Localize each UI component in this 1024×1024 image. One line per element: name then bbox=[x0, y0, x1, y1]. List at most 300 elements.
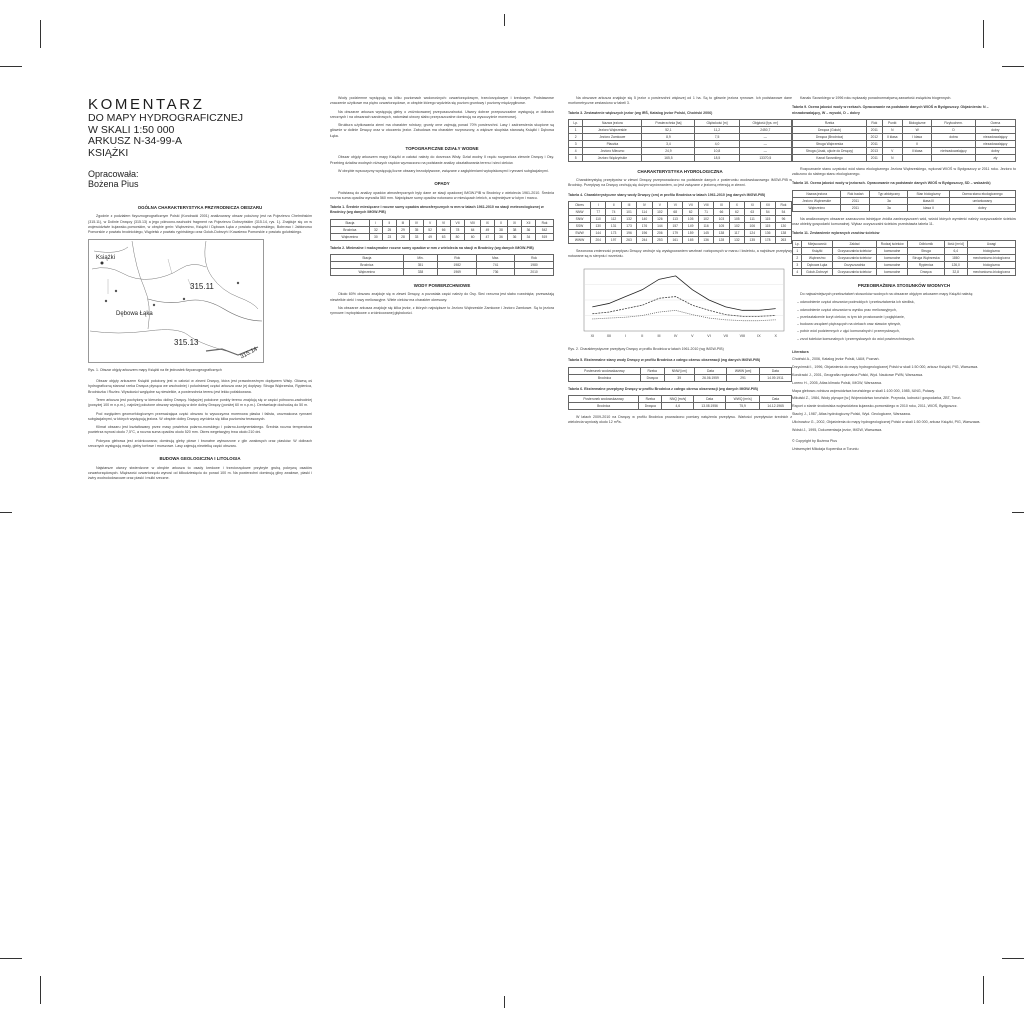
table-row bbox=[793, 254, 1016, 261]
lake-quality-table bbox=[792, 190, 1016, 212]
table-caption: Tabela 1. Średnie miesięczne i roczne sumy opadów atmosferycznych w mm w latach 1961-2010 na stacji meteorologicznej w Brodnicy (wg danych IMGW-PIB) bbox=[330, 205, 544, 215]
list-item: – odwodnienie części obszarów podmokłych i przekształcenia ich siedlisk, bbox=[797, 300, 915, 305]
table-cell: 3 bbox=[793, 261, 802, 268]
paragraph: Na obszarze arkusza znajduje się kilka jezior, z których największe to Jezioro Wąbrzeskie Zamkowe i Jezioro Zamkowe. Są to jeziora rynnowe i wytopiskowe o zróżnicowanej głębokości. bbox=[330, 305, 554, 316]
table-cell: Drwęca (Brodnica) bbox=[793, 133, 867, 140]
table-cell: 35 bbox=[410, 226, 424, 233]
table-cell: 34 bbox=[521, 233, 535, 240]
table-cell: 39 bbox=[664, 374, 694, 381]
table-row bbox=[793, 247, 1016, 254]
table-header-cell: WWW [cm] bbox=[727, 367, 760, 374]
table-cell: 165,5 bbox=[642, 154, 695, 161]
references-heading: Literatura bbox=[792, 350, 809, 355]
table-cell: dobry bbox=[949, 204, 1015, 211]
list-item: – przekształcenie koryt cieków, w tym ich prostowanie i pogłębianie, bbox=[797, 314, 905, 319]
table-cell: 71 bbox=[698, 209, 713, 216]
table-cell: 116 bbox=[698, 223, 713, 230]
reference-item: Kondracki J., 2001, Geografia regionalna Polski, Wyd. Naukowe PWN, Warszawa. bbox=[792, 372, 924, 377]
table-cell: 101 bbox=[621, 209, 636, 216]
table-cell: 105 bbox=[714, 223, 729, 230]
table-header-cell: Okres bbox=[569, 202, 591, 209]
map-region-label: 315.11 bbox=[190, 282, 214, 292]
table-cell: 173 bbox=[606, 230, 621, 237]
table-cell: 3a bbox=[870, 197, 908, 204]
table-cell: N bbox=[882, 154, 902, 161]
table-cell: 338 bbox=[403, 269, 438, 276]
table-cell: Brodnica bbox=[569, 374, 641, 381]
table-header-cell: Posterunek wodowskazowy bbox=[569, 395, 639, 402]
table-caption: Tabela 11. Zestawienie wybranych zrzutów ścieków bbox=[792, 231, 880, 236]
table-header-cell: I bbox=[369, 219, 383, 226]
table-cell: 13.08.1956 bbox=[694, 402, 726, 409]
table-cell: Wąbrzeźno bbox=[793, 204, 841, 211]
table-header-cell: VIII bbox=[698, 202, 713, 209]
table-cell: 130 bbox=[591, 223, 606, 230]
table-cell: 351 bbox=[403, 262, 438, 269]
table-header-cell: IV bbox=[410, 219, 424, 226]
title-line: DO MAPY HYDROGRAFICZNEJ bbox=[88, 112, 243, 124]
references-list bbox=[792, 357, 1016, 432]
table-header-cell: VIII bbox=[465, 219, 481, 226]
table-cell: 2450,7 bbox=[739, 126, 791, 133]
table-header-cell: Zakład bbox=[832, 240, 876, 247]
title-line: W SKALI 1:50 000 bbox=[88, 123, 175, 136]
list-item: – budowa urządzeń piętrzących na ciekach oraz stawów rybnych, bbox=[797, 322, 902, 327]
x-tick-label: IV bbox=[673, 333, 678, 338]
extreme-discharge-table bbox=[568, 395, 792, 410]
table-header-cell: Powierzchnia [ha] bbox=[642, 119, 695, 126]
table-header-cell: IV bbox=[637, 202, 652, 209]
table-header-cell: Typ abiotyczny bbox=[870, 190, 908, 197]
table-row bbox=[569, 147, 792, 154]
table-cell: klasa III bbox=[908, 197, 949, 204]
table-row bbox=[793, 154, 1016, 161]
table-header-cell: Objętość [tys. m³] bbox=[739, 119, 791, 126]
table-cell: 115 bbox=[760, 223, 775, 230]
table-header-cell: Biologiczne bbox=[902, 119, 932, 126]
table-cell: 106 bbox=[745, 223, 760, 230]
table-cell: 30 bbox=[369, 233, 383, 240]
author-name: Bożena Pius bbox=[88, 179, 139, 189]
table-caption: Tabela 10. Ocena jakości wody w jeziorach. Opracowanie na podstawie danych WIOŚ w Bydgoszczy, SD – wskaźnik) bbox=[792, 181, 991, 186]
precipitation-extremes-table bbox=[330, 254, 554, 276]
crop-mark bbox=[1012, 512, 1024, 513]
map-region-label: 315.14 bbox=[239, 346, 259, 361]
table-caption: Tabela 2. Minimalne i maksymalne roczne sumy opadów w mm z wielolecia na stacji w Brodnicy (wg danych IMGW-PIB) bbox=[330, 245, 534, 250]
table-cell: Wąbrzeźno bbox=[331, 269, 404, 276]
table-cell: — bbox=[739, 147, 791, 154]
table-cell: 10,8 bbox=[695, 147, 739, 154]
table-cell: 66 bbox=[714, 209, 729, 216]
table-header-cell: I bbox=[591, 202, 606, 209]
table-cell: 2011 bbox=[841, 197, 870, 204]
table-cell: 8,9 bbox=[642, 133, 695, 140]
table-cell: 263 bbox=[775, 237, 791, 244]
table-cell: 26.06.1959 bbox=[694, 374, 727, 381]
table-cell: Struga (Lisak, ujście do Drwęcy) bbox=[793, 147, 867, 154]
table-header-cell: Rodzaj ścieków bbox=[877, 240, 908, 247]
list-item: – odwodnienie części obszarów w wyniku prac melioracyjnych, bbox=[797, 307, 897, 312]
crop-mark bbox=[1002, 66, 1024, 67]
paragraph: Rozpoznanie stanu czystości wód stanu ekologicznego Jeziora Wąbrzeskiego, wykonał WIOŚ w Bydgoszczy w 2011 roku. Jezioro to zaliczono do słabego stanu ekologicznego. bbox=[792, 166, 1016, 177]
table-header-row bbox=[569, 367, 792, 374]
table-cell: Jezioro Wąbrzeskie bbox=[583, 126, 642, 133]
table-cell: II bbox=[902, 140, 932, 147]
table-cell: 7,5 bbox=[695, 133, 739, 140]
table-header-cell: Max. bbox=[477, 255, 515, 262]
table-row bbox=[793, 133, 1016, 140]
document-title: KOMENTARZ bbox=[88, 96, 205, 113]
table-cell: 4,6 bbox=[662, 402, 694, 409]
table-cell: I klasa bbox=[902, 133, 932, 140]
table-cell: 25 bbox=[383, 226, 397, 233]
table-row bbox=[331, 269, 554, 276]
table-cell bbox=[902, 154, 932, 161]
table-cell: 2011 bbox=[867, 140, 883, 147]
table-cell: V bbox=[882, 147, 902, 154]
table-header-cell: X bbox=[494, 219, 508, 226]
table-cell: 77 bbox=[591, 209, 606, 216]
table-header-cell: Ocena bbox=[975, 119, 1015, 126]
table-cell: zły bbox=[975, 154, 1015, 161]
table-header-cell: Data bbox=[760, 395, 792, 402]
table-caption: Tabela 6. Ekstremalne przepływy Drwęcy w profilu Brodnica z całego okresu obserwacji (wg danych IMGW-PIB) bbox=[568, 386, 758, 391]
column-3 bbox=[568, 96, 792, 428]
table-cell: dobra bbox=[932, 133, 975, 140]
table-cell: Wąbrzeźno bbox=[802, 254, 832, 261]
table-cell: 291 bbox=[727, 374, 760, 381]
table-header-cell: Rok bbox=[515, 255, 554, 262]
column-4 bbox=[792, 96, 1016, 454]
section-heading: PRZEOBRAŻENIA STOSUNKÓW WODNYCH bbox=[857, 282, 951, 288]
table-row bbox=[331, 226, 554, 233]
paragraph: Zgodnie z podziałem fizycznogeograficznym Polski (Kondracki 2001) analizowany obszar położony jest na Pojezierzu Chełmińskim (315.11), w Dolinie Drwęcy (315.13) a jego północno-wschodni fragment na Pojezierzu Dobrzyńskim (315.14, rys. 1). Znajduje się on w województwie kujawsko-pomorskim, w obrębie gmin: Wąbrzeźno, Książki i Dębowa Łąka z powiatu wąbrzeskiego, Bobrowo i Jabłonowo Pomorskie z powiatu brodnickiego, Wąpielsk z powiatu rypińskiego oraz Golub-Dobrzyń i Kowalewo Pomorskie z powiatu golubskiego. bbox=[88, 214, 312, 235]
table-row bbox=[569, 216, 792, 223]
x-tick-label: VIII bbox=[739, 333, 746, 338]
table-cell: 28 bbox=[396, 233, 410, 240]
table-cell: 96 bbox=[775, 216, 791, 223]
table-header-cell: Min. bbox=[403, 255, 438, 262]
table-cell: 244 bbox=[637, 237, 652, 244]
table-cell: 2011 bbox=[867, 154, 883, 161]
table-cell: Wąbrzeźno bbox=[331, 233, 370, 240]
precipitation-table bbox=[330, 219, 554, 241]
table-cell: niezadowalający bbox=[975, 133, 1015, 140]
table-cell: SWW bbox=[569, 230, 591, 237]
table-cell: D bbox=[932, 126, 975, 133]
table-header-row bbox=[569, 119, 792, 126]
table-cell bbox=[882, 140, 902, 147]
table-cell: 138 bbox=[714, 230, 729, 237]
table-cell: SSW bbox=[569, 223, 591, 230]
table-row bbox=[793, 268, 1016, 275]
table-row bbox=[569, 223, 792, 230]
crop-mark bbox=[504, 14, 505, 26]
table-cell: 2011 bbox=[867, 126, 883, 133]
table-cell: 4 bbox=[569, 147, 583, 154]
table-cell: 74 bbox=[606, 209, 621, 216]
map-label: Książki bbox=[96, 255, 116, 262]
column-2 bbox=[330, 96, 554, 320]
table-cell: 111 bbox=[745, 216, 760, 223]
table-header-cell: Stacja bbox=[331, 255, 404, 262]
table-cell: 47 bbox=[481, 233, 495, 240]
crop-mark bbox=[40, 976, 41, 1004]
table-cell: 64 bbox=[465, 226, 481, 233]
table-cell: 36 bbox=[508, 233, 522, 240]
table-cell: 36 bbox=[494, 233, 508, 240]
table-header-cell: X bbox=[729, 202, 744, 209]
table-cell: Drwęca bbox=[908, 268, 944, 275]
map-region-label: 315.13 bbox=[174, 338, 199, 348]
table-cell: komunalne bbox=[877, 247, 908, 254]
table-cell: 130 bbox=[775, 223, 791, 230]
table-cell: 105 bbox=[683, 216, 698, 223]
extreme-levels-table bbox=[568, 367, 792, 382]
table-header-row bbox=[569, 395, 792, 402]
table-cell: 80 bbox=[450, 233, 464, 240]
paragraph: W obrębie wysoczyzny występują liczne obszary bezodpływowe, związane z zagłębieniami wytopiskowymi i rynnami subglacjalnymi. bbox=[338, 168, 549, 173]
table-cell: II klasa bbox=[882, 133, 902, 140]
table-cell: 124 bbox=[745, 230, 760, 237]
table-caption: Tabela 9. Ocena jakości wody w rzekach. Opracowanie na podstawie danych WIOŚ w Bydgoszczy. Objaśnienia: N – niezadowalający, W – wysoki, D – dobry bbox=[792, 105, 989, 115]
table-header-cell: Rzeka bbox=[793, 119, 867, 126]
table-cell: — bbox=[739, 133, 791, 140]
paragraph: Na obszarze arkusza znajduje się 5 jezior o powierzchni większej od 1 ha. Są to głównie jeziora rynnowe. Ich podstawowe dane morfometryczne zestawiono w tabeli 3. bbox=[568, 96, 792, 106]
table-row bbox=[569, 230, 792, 237]
table-cell: 68 bbox=[668, 209, 683, 216]
table-cell: Struga Wąbrzeska bbox=[793, 140, 867, 147]
paragraph: Pod względem geomorfologicznym przeważająca część obszaru to wysoczyzna morenowa płaska i falista, urozmaicona rynnami subglacjalnymi, w których występują jeziora. W obrębie doliny Drwęcy wyróżnia się kilka poziomów terasowych. bbox=[88, 411, 312, 421]
table-cell: Brodnica bbox=[331, 226, 370, 233]
table-cell: Dębowa Łąka bbox=[802, 261, 832, 268]
table-header-cell: Ilość [m³/d] bbox=[944, 240, 967, 247]
table-cell: mechaniczno-biologiczna bbox=[967, 254, 1015, 261]
table-header-cell: VII bbox=[450, 219, 464, 226]
table-header-cell: Data bbox=[759, 367, 791, 374]
table-cell: 49 bbox=[481, 226, 495, 233]
table-cell: 145 bbox=[698, 230, 713, 237]
table-row bbox=[793, 204, 1016, 211]
discharge-chart bbox=[568, 263, 792, 343]
location-map bbox=[88, 239, 312, 365]
crop-mark bbox=[504, 996, 505, 1008]
table-cell: 132 bbox=[729, 237, 744, 244]
table-cell: 54 bbox=[760, 209, 775, 216]
crop-mark bbox=[983, 976, 984, 1004]
table-cell: biologiczna bbox=[967, 261, 1015, 268]
list-item: – pobór wód podziemnych z ujęć komunalnych i przemysłowych, bbox=[797, 329, 900, 334]
x-tick-label: VII bbox=[723, 333, 728, 338]
table-cell: 13370,5 bbox=[739, 154, 791, 161]
copyright: © Copyright by Bożena Pius bbox=[792, 438, 837, 443]
table-header-cell: Fizykochem. bbox=[932, 119, 975, 126]
table-header-cell: Ocena stanu ekologicznego bbox=[949, 190, 1015, 197]
reference-item: Ulicinowicz G., 2002, Objaśnienia do mapy hydrogeologicznej Polski w skali 1:50 000, arkusz Książki, PIG, Warszawa. bbox=[792, 419, 981, 424]
table-cell: 29 bbox=[396, 226, 410, 233]
table-header-cell: VII bbox=[683, 202, 698, 209]
river-quality-table bbox=[792, 119, 1016, 162]
table-cell: 24,9 bbox=[642, 147, 695, 154]
table-cell: 14.12.1965 bbox=[760, 402, 792, 409]
table-cell: Brodnica bbox=[569, 402, 639, 409]
transformations-list bbox=[792, 300, 1016, 342]
x-tick-label: VI bbox=[707, 333, 711, 338]
reference-item: Drzycimski I., 1996, Objaśnienia do mapy hydrogeologicznej Polski w skali 1:50 000, arkusz Książki, PIG, Warszawa. bbox=[792, 365, 979, 370]
paragraph: Najstarsze utwory stwierdzone w obrębie arkusza to osady kredowe i trzeciorzędowe przykryte grubą pokrywą osadów czwartorzędowych. Miąższość czwartorzędu wynosi od kilkudziesięciu do ponad 100 m. Na powierzchni dominują gliny zwałowe, piaski i żwiry wodnolodowcowe oraz piaski i mułki rzeczne. bbox=[88, 465, 312, 481]
table-cell: 132 bbox=[621, 216, 636, 223]
table-cell: Jezioro Wądzyńskie bbox=[583, 154, 642, 161]
table-header-cell: Rok bbox=[438, 255, 477, 262]
table-row bbox=[793, 261, 1016, 268]
table-cell: 62 bbox=[683, 209, 698, 216]
table-cell: Jezioro Zamkowe bbox=[583, 133, 642, 140]
table-cell: 3,4 bbox=[642, 140, 695, 147]
table-row bbox=[793, 147, 1016, 154]
table-cell: 542 bbox=[536, 226, 554, 233]
paragraph: Teren arkusza jest pochylony w kierunku doliny Drwęcy. Najwyżej położone punkty terenu znajdują się w części północno-zachodniej (powyżej 100 m n.p.m.), najniżej położone obszary występują w dnie doliny Drwęcy (poniżej 60 m n.p.m.). Deniwelacje dochodzą do 50 m. bbox=[88, 397, 312, 408]
crop-mark bbox=[1002, 958, 1024, 959]
x-tick-label: XI bbox=[590, 333, 595, 338]
table-cell: 136 bbox=[760, 230, 775, 237]
table-cell: Struga Wąbrzeska bbox=[908, 254, 944, 261]
table-cell: dobry bbox=[975, 147, 1015, 154]
table-header-cell: Rok bbox=[867, 119, 883, 126]
table-header-cell: Odbiornik bbox=[908, 240, 944, 247]
table-caption: Tabela 4. Charakterystyczne stany wody Drwęcy (cm) w profilu Brodnica w latach 1961-2010 (wg danych IMGW-PIB) bbox=[568, 192, 766, 197]
table-cell: umiarkowany bbox=[949, 197, 1015, 204]
table-header-row bbox=[793, 240, 1016, 247]
reference-item: Raport o stanie środowiska województwa kujawsko-pomorskiego w 2010 roku, 2011, WIOŚ, Bydgoszcz. bbox=[792, 404, 958, 409]
table-header-cell: IX bbox=[481, 219, 495, 226]
table-cell: 144 bbox=[652, 223, 667, 230]
table-row bbox=[331, 233, 554, 240]
figure-caption: Rys. 1. Obszar objęty arkuszem mapy Książki na tle jednostek fizycznogeograficznych bbox=[88, 367, 222, 372]
table-cell: 38 bbox=[508, 226, 522, 233]
table-cell: 1980 bbox=[515, 262, 554, 269]
x-tick-label: I bbox=[625, 333, 627, 338]
table-cell: 3a bbox=[870, 204, 908, 211]
table-caption: Tabela 5. Ekstremalne stany wody Drwęcy w profilu Brodnica z całego okresu obserwacji (wg danych IMGW-PIB) bbox=[568, 358, 761, 363]
table-cell: 197 bbox=[606, 237, 621, 244]
table-cell: nietrzadowalający bbox=[932, 147, 975, 154]
table-row bbox=[569, 374, 792, 381]
table-cell: 196 bbox=[621, 230, 636, 237]
table-cell: Brodnica bbox=[331, 262, 404, 269]
table-cell: 176 bbox=[637, 223, 652, 230]
table-row bbox=[569, 402, 792, 409]
column-1 bbox=[88, 96, 312, 485]
table-cell: komunalne bbox=[877, 268, 908, 275]
table-cell: 14.09.1911 bbox=[759, 374, 791, 381]
table-cell: 102 bbox=[729, 223, 744, 230]
table-header-cell: XII bbox=[760, 202, 775, 209]
table-cell: 159 bbox=[683, 230, 698, 237]
table-cell: 6,4 bbox=[944, 247, 967, 254]
table-header-cell: Data bbox=[694, 395, 726, 402]
reference-item: Stachý J., 1987, Atlas hydrologiczny Polski, Wyd. Geologiczne, Warszawa. bbox=[792, 411, 911, 416]
table-cell: 2010 bbox=[515, 269, 554, 276]
series-line bbox=[592, 276, 775, 310]
table-cell: 131 bbox=[606, 223, 621, 230]
table-cell: Książki bbox=[802, 247, 832, 254]
table-header-cell: Posterunek wodowskazowy bbox=[569, 367, 641, 374]
table-row bbox=[793, 126, 1016, 133]
table-cell: Kanał Szosnkiego bbox=[793, 154, 867, 161]
section-heading: OPADY bbox=[434, 181, 450, 187]
table-cell: Jezioro Wąbrzeskie bbox=[793, 197, 841, 204]
table-header-cell: Rzeka bbox=[640, 367, 664, 374]
section-heading: WODY POWIERZCHNIOWE bbox=[413, 283, 471, 289]
table-cell: 54 bbox=[775, 209, 791, 216]
table-cell: WWW bbox=[569, 237, 591, 244]
paragraph: Sezonowa zmienność przepływu Drwęcy cechuje się występowaniem wezbrań roztopowych w marcu i kwietniu, a najniższe przepływy notowane są w sierpniu i wrześniu. bbox=[568, 249, 792, 259]
x-tick-label: X bbox=[774, 333, 777, 338]
table-cell: Płaczka bbox=[583, 140, 642, 147]
table-header-cell: III bbox=[396, 219, 410, 226]
table-header-row bbox=[569, 202, 792, 209]
paragraph: W latach 2009-2010 na Drwęcy w profilu Brodnica prowadzono pomiary natężenia przepływu. Wartości przepływów średnich z wielolecia wyniosły około 12 m³/s. bbox=[568, 414, 792, 425]
table-cell: 126 bbox=[652, 216, 667, 223]
table-cell: Drwęca bbox=[640, 374, 664, 381]
table-cell: Rypienica bbox=[908, 261, 944, 268]
table-cell: 117 bbox=[729, 230, 744, 237]
table-cell: klasa II bbox=[908, 204, 949, 211]
table-row bbox=[569, 126, 792, 133]
table-caption: Tabela 3. Zestawienie większych jezior (wg IRŚ, Katalog jezior Polski, Choiński 2006) bbox=[568, 110, 713, 115]
table-cell: — bbox=[739, 140, 791, 147]
crop-mark bbox=[0, 66, 22, 67]
table-header-row bbox=[331, 219, 554, 226]
table-row bbox=[793, 197, 1016, 204]
paragraph: Obszar objęty arkuszem mapy Książki w całości należy do dorzecza Wisły. Dział wodny II rzędu rozgranicza zlewnie Drwęcy i Osy. Przebieg działów wodnych niższych rzędów wyznaczono na podstawie analizy ukształtowania terenu i sieci cieków. bbox=[330, 155, 554, 165]
table-header-row bbox=[793, 190, 1016, 197]
table-cell: 128 bbox=[714, 237, 729, 244]
table-header-row bbox=[793, 119, 1016, 126]
table-cell: 18,5 bbox=[695, 154, 739, 161]
table-cell: 66 bbox=[437, 226, 451, 233]
table-cell: 149 bbox=[683, 223, 698, 230]
table-cell: 161 bbox=[668, 237, 683, 244]
table-cell: Drwęca bbox=[639, 402, 662, 409]
table-cell: W bbox=[902, 126, 932, 133]
table-header-cell: XI bbox=[745, 202, 760, 209]
section-heading: OGÓLNA CHARAKTERYSTYKA PRZYRODNICZA OBSZARU bbox=[137, 205, 263, 210]
table-cell: 1982 bbox=[438, 262, 477, 269]
table-cell: Oczyszczalnia ścieków bbox=[832, 247, 876, 254]
table-cell: 140 bbox=[637, 216, 652, 223]
table-cell: 144 bbox=[591, 230, 606, 237]
table-cell: 173 bbox=[621, 223, 636, 230]
table-cell: 157 bbox=[668, 223, 683, 230]
figure-caption: Rys. 2. Charakterystyczne przepływy Drwęcy w profilu Brodnica w latach 1961-2010 (wg IMGW-PIB) bbox=[568, 346, 724, 351]
table-cell: 112 bbox=[606, 216, 621, 223]
table-cell: 253 bbox=[652, 237, 667, 244]
table-header-cell: III bbox=[621, 202, 636, 209]
table-cell: 1 bbox=[793, 247, 802, 254]
section-heading: CHARAKTERYSTYKA HYDROLOGICZNA bbox=[637, 168, 723, 174]
table-cell: 23 bbox=[383, 233, 397, 240]
table-cell: Struga bbox=[908, 247, 944, 254]
table-cell: dobry bbox=[975, 126, 1015, 133]
table-cell: Drwęca (Golub) bbox=[793, 126, 867, 133]
table-cell: komunalne bbox=[877, 261, 908, 268]
title-line: KSIĄŻKI bbox=[88, 146, 129, 159]
table-header-cell: Nazwa jeziora bbox=[793, 190, 841, 197]
table-cell: 196 bbox=[637, 230, 652, 237]
table-row bbox=[569, 237, 792, 244]
table-header-cell: Rok bbox=[536, 219, 554, 226]
